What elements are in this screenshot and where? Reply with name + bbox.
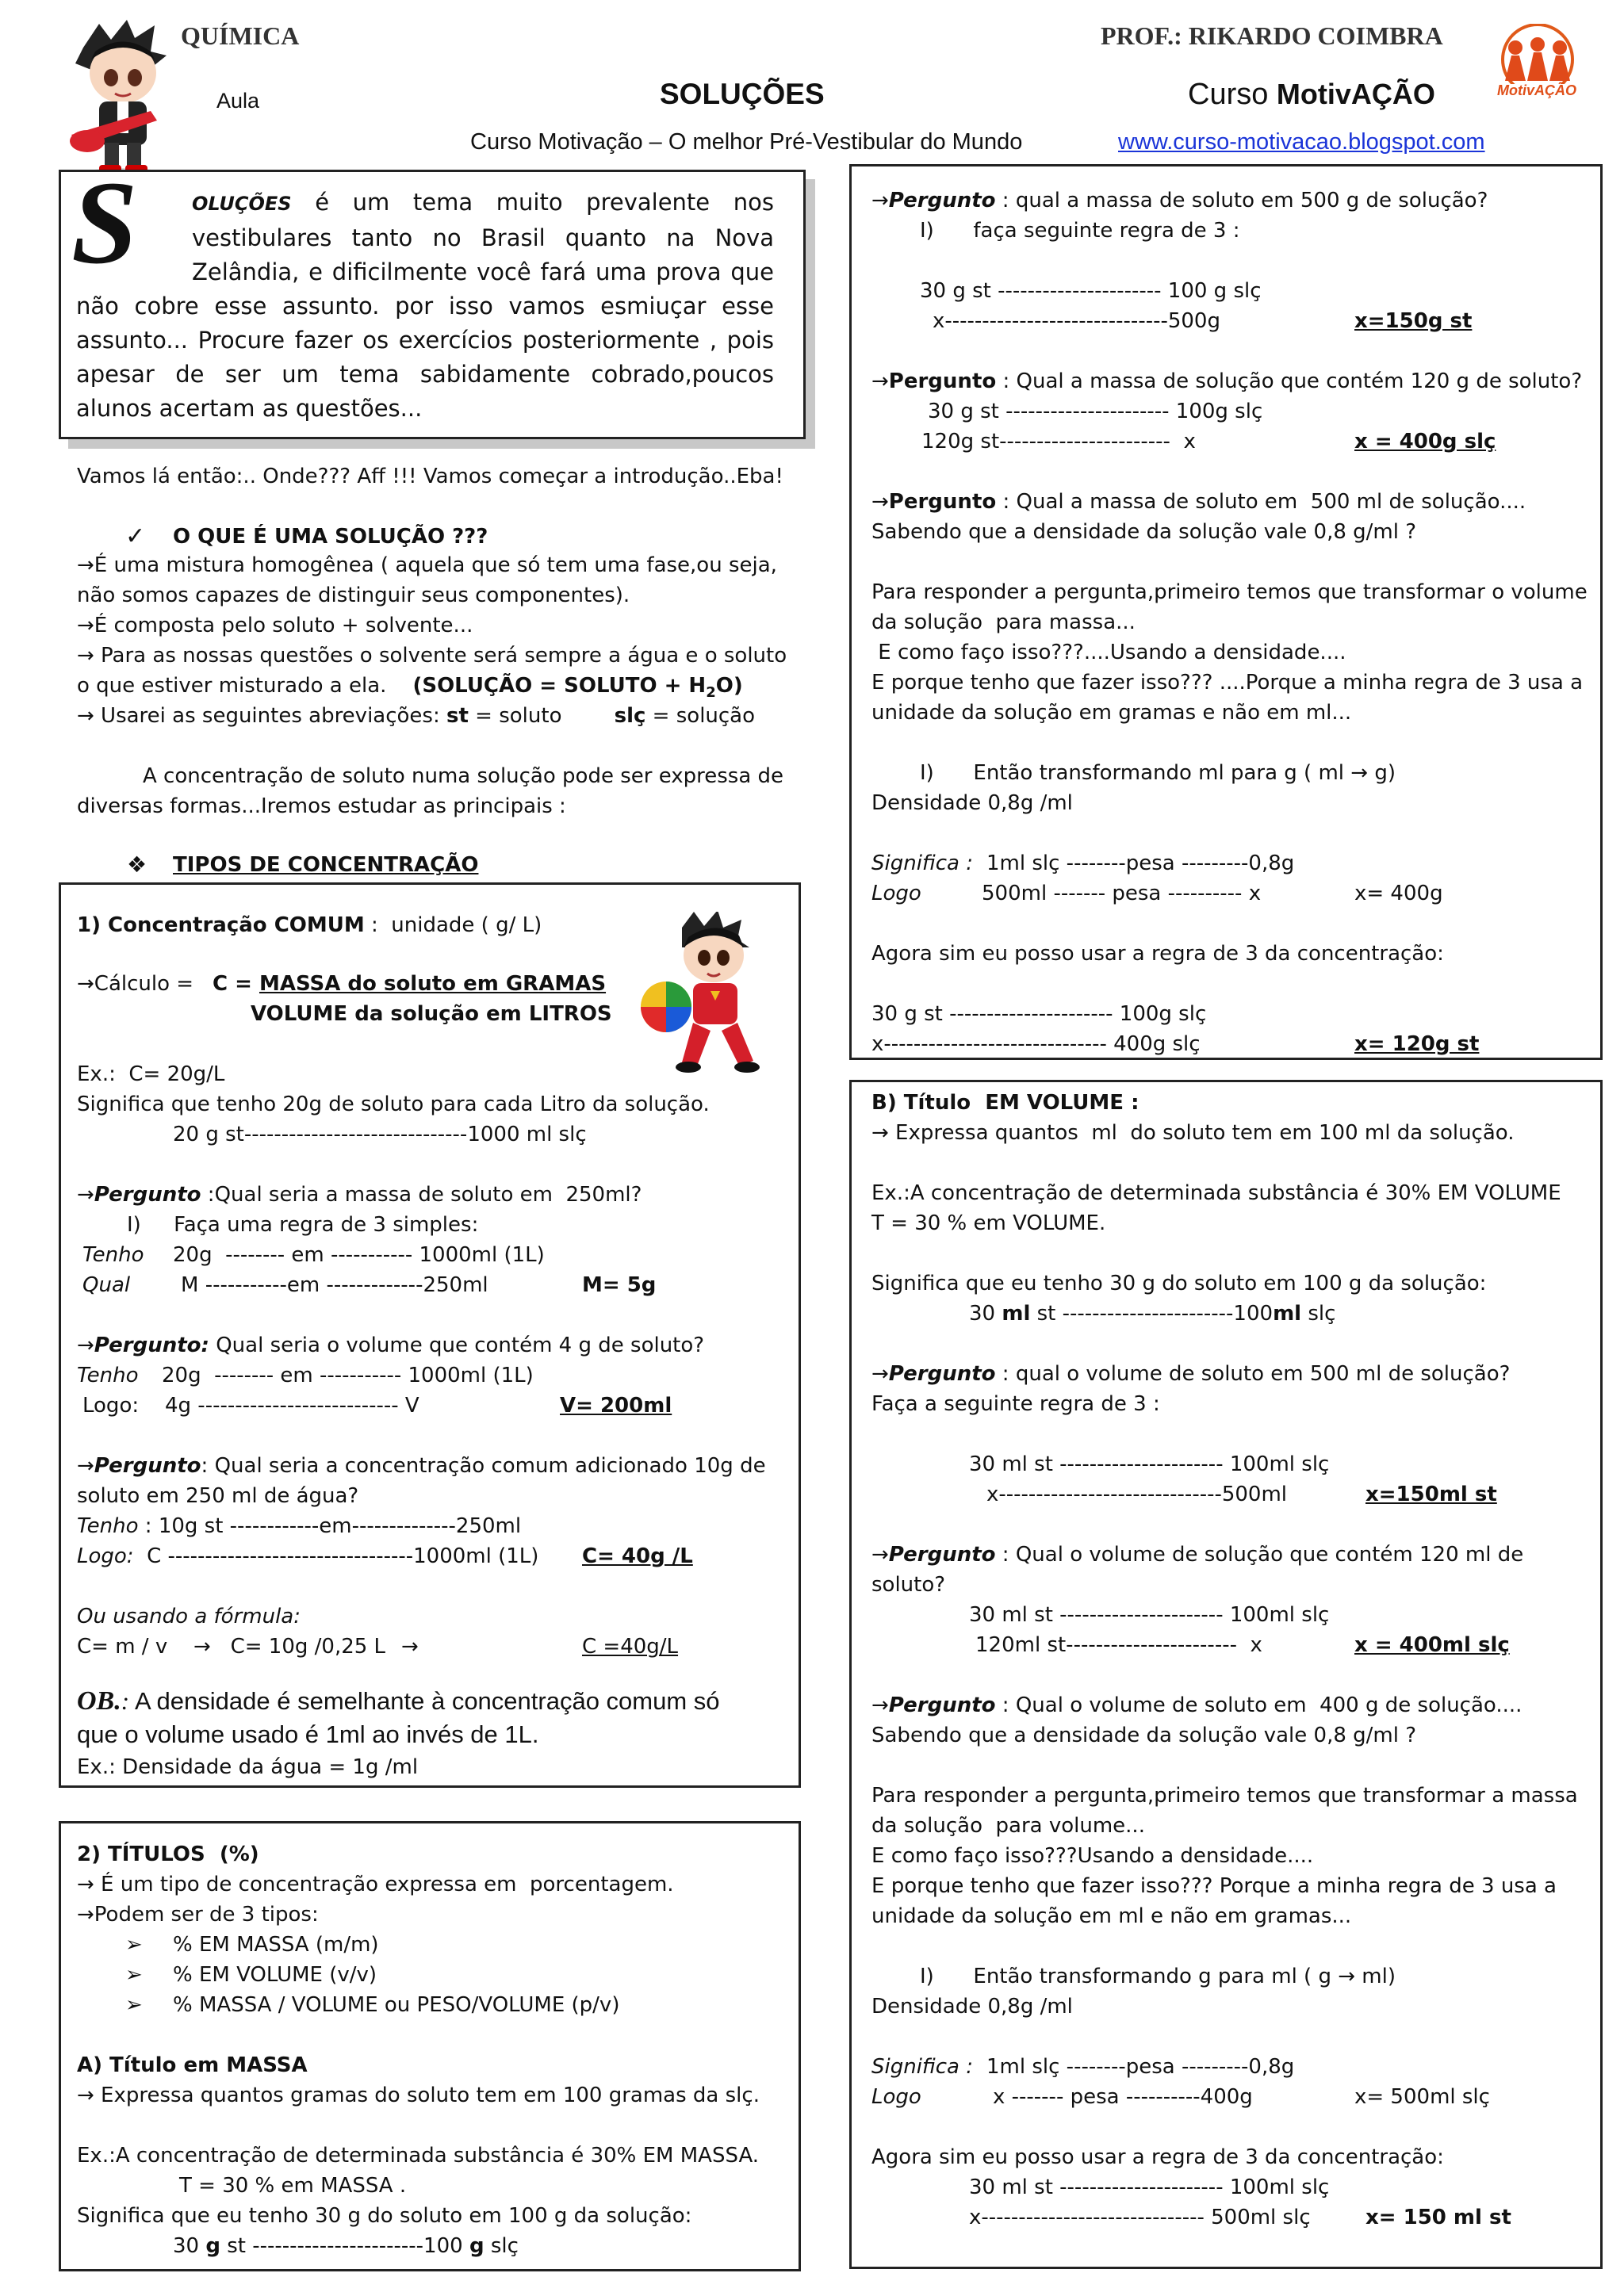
logo-caption: MotivAÇÃO (1497, 82, 1576, 98)
question-line: →Pergunto : Qual a massa de soluto em 500 ml de solução.... (871, 490, 1526, 514)
rule-line: 1ml slç --------pesa ---------0,8g (986, 2055, 1295, 2079)
tagline: Curso Motivação – O melhor Pré-Vestibular do Mundo (470, 129, 1023, 155)
abbreviations-line: → Usarei as seguintes abreviações: st = soluto slç = solução (77, 704, 756, 728)
rule-label: Logo (871, 2085, 921, 2109)
rule-label: Tenho (77, 1364, 139, 1387)
definition-line: →É composta pelo soluto + solvente... (77, 614, 473, 637)
intro-first-word: OLUÇÕES (192, 193, 292, 215)
explanation-line: Para responder a pergunta,primeiro temos que transformar a massa (871, 1784, 1578, 1808)
explanation-line: E porque tenho que fazer isso??? ....Porque a minha regra de 3 usa a (871, 671, 1584, 695)
definition-line: →É uma mistura homogênea ( aquela que só tem uma fase,ou seja, (77, 553, 777, 577)
answer-value: x= 400g (1354, 882, 1443, 905)
rule-line: Tenho : 10g st ------------em--------------250ml (77, 1514, 522, 1538)
explanation-line: E como faço isso???Usando a densidade.... (871, 1844, 1314, 1868)
density-line: Densidade 0,8g /ml (871, 1995, 1073, 2019)
definition-line: → Para as nossas questões o solvente será sempre a água e o soluto (77, 644, 787, 668)
bullet-item: % MASSA / VOLUME ou PESO/VOLUME (p/v) (173, 1993, 620, 2017)
titulos-line: → É um tipo de concentração expressa em porcentagem. (77, 1873, 674, 1896)
rule-line: x------------------------------500g (933, 309, 1220, 333)
question-line: →Pergunto :Qual seria a massa de soluto em 250ml? (77, 1183, 642, 1207)
step-line: I) Faça uma regra de 3 simples: (127, 1213, 479, 1237)
rule-label: Logo (871, 882, 921, 905)
course-url-link[interactable]: www.curso-motivacao.blogspot.com (1118, 129, 1485, 155)
rule-line: 120g st----------------------- x (921, 430, 1196, 453)
explanation-line: unidade da solução em ml e não em gramas... (871, 1904, 1352, 1928)
course-name: MotivAÇÃO (1276, 78, 1435, 110)
diamond-icon: ❖ (127, 851, 147, 878)
section-question-title: O QUE É UMA SOLUÇÃO ??? (173, 525, 488, 549)
subsection-line: → Expressa quantos ml do soluto tem em 100 ml da solução. (871, 1121, 1515, 1145)
intro-text: é um tema muito prevalente nos vestibulares tanto no Brasil quanto na Nova Zelândia, e dificilmente você fará uma prova que não cobre esse assunto. por isso vamos esmiuçar esse assunto... Procure fazer os exercícios posteriormente , pois apesar de ser um tema sabidamente cobrado,poucos alunos acertam as questões... (76, 189, 774, 422)
observation-line: OB.: A densidade é semelhante à concentração comum só (77, 1686, 720, 1716)
explanation-line: Para responder a pergunta,primeiro temos que transformar o volume (871, 580, 1588, 604)
types-title: TIPOS DE CONCENTRAÇÃO (173, 853, 479, 877)
drop-cap: S (71, 157, 138, 289)
density-line: Densidade 0,8g /ml (871, 791, 1073, 815)
answer-value: M= 5g (582, 1273, 657, 1297)
mascot-umbrella-image (634, 912, 769, 1078)
subsection-title: A) Título em MASSA (77, 2053, 308, 2077)
question-line: Sabendo que a densidade da solução vale 0,8 g/ml ? (871, 520, 1417, 544)
bullet-icon: ➢ (125, 1933, 143, 1957)
subsection-line: T = 30 % em MASSA . (179, 2174, 407, 2198)
example-line: Ex.: C= 20g/L (77, 1062, 225, 1086)
rule-label: Significa : (871, 851, 973, 875)
paragraph-line: diversas formas...Iremos estudar as principais : (77, 794, 566, 818)
question-line: →Pergunto : qual a massa de soluto em 500 g de solução? (871, 189, 1488, 212)
rule-line: x------------------------------ 400g slç (871, 1032, 1201, 1056)
formula-line: → (401, 1635, 419, 1659)
rule-line: 20g -------- em ----------- 1000ml (1L) (162, 1364, 534, 1387)
answer-value: x= 500ml slç (1354, 2085, 1490, 2109)
observation-line: que o volume usado é 1ml ao invés de 1L. (77, 1720, 539, 1748)
answer-value: V= 200ml (560, 1394, 672, 1418)
explanation-line: Agora sim eu posso usar a regra de 3 da concentração: (871, 2145, 1444, 2169)
step-line: I) Então transformando g para ml ( g → ml) (920, 1965, 1396, 1988)
question-line: →Pergunto : Qual o volume de soluto em 400 g de solução.... (871, 1693, 1522, 1717)
answer-value: x = 400g slç (1354, 430, 1496, 453)
rule-label: Tenho (82, 1243, 144, 1267)
rule-line: Logo: C ---------------------------------1000ml (1L) (77, 1544, 539, 1568)
answer-value: C =40g/L (582, 1635, 679, 1659)
intro-paragraph (76, 186, 774, 426)
explanation-line: da solução para massa... (871, 610, 1136, 634)
rule-label: Logo: (82, 1394, 140, 1418)
rule-label: Qual (82, 1273, 131, 1297)
rule-line: x------------------------------500ml (986, 1483, 1288, 1506)
bullet-item: % EM VOLUME (v/v) (173, 1963, 377, 1987)
solution-formula: (SOLUÇÃO = SOLUTO + $H_2O$) (412, 674, 743, 702)
rule-line: 20 g st------------------------------1000 ml slç (173, 1123, 587, 1146)
rule-line: M -----------em -------------250ml (181, 1273, 488, 1297)
explanation-line: unidade da solução em gramas e não em ml... (871, 701, 1352, 725)
intro-line: Vamos lá então:.. Onde??? Aff !!! Vamos começar a introdução..Eba! (77, 465, 783, 488)
course-prefix: Curso (1188, 78, 1277, 111)
course-title (1188, 79, 1435, 109)
question-line: Sabendo que a densidade da solução vale 0,8 g/ml ? (871, 1724, 1417, 1747)
rule-line: 30 g st -----------------------100 g slç (173, 2234, 519, 2258)
answer-value: x= 150 ml st (1365, 2206, 1511, 2229)
rule-line: x------------------------------ 500ml slç (969, 2206, 1311, 2229)
answer-value: x = 400ml slç (1354, 1633, 1510, 1657)
definition-text: o que estiver misturado a ela. (77, 674, 387, 698)
rule-line: 1ml slç --------pesa ---------0,8g (986, 851, 1295, 875)
rule-line: 30 ml st -----------------------100ml slç (969, 1302, 1336, 1326)
section-2-title: 2) TÍTULOS (%) (77, 1843, 259, 1866)
rule-line: 30 ml st ---------------------- 100ml slç (969, 1603, 1330, 1627)
rule-label: Significa : (871, 2055, 973, 2079)
rule-line: 30 ml st ---------------------- 100ml slç (969, 1452, 1330, 1476)
question-line: →Pergunto : Qual a massa de solução que contém 120 g de soluto? (871, 369, 1583, 393)
question-line: Faça a seguinte regra de 3 : (871, 1392, 1160, 1416)
bullet-icon: ➢ (125, 1963, 143, 1987)
subsection-line: Ex.:A concentração de determinada substância é 30% EM VOLUME (871, 1181, 1561, 1205)
explanation-line: E como faço isso???....Usando a densidade.... (871, 641, 1346, 664)
rule-line: 20g -------- em ----------- 1000ml (1L) (173, 1243, 545, 1267)
rule-line: 30 g st ---------------------- 100g slç (928, 400, 1263, 423)
formula-line: → C= 10g /0,25 L (193, 1635, 386, 1659)
explanation-line: Agora sim eu posso usar a regra de 3 da concentração: (871, 942, 1444, 966)
subsection-line: Significa que eu tenho 30 g do soluto em 100 g da solução: (77, 2204, 692, 2228)
step-line: I) Então transformando ml para g ( ml → g) (920, 761, 1396, 785)
check-icon: ✓ (125, 522, 146, 550)
question-line: →Pergunto : Qual o volume de solução que contém 120 ml de (871, 1543, 1524, 1567)
formula-line: C= m / v (77, 1635, 168, 1659)
rule-line: 30 ml st ---------------------- 100ml slç (969, 2175, 1330, 2199)
observation-example: Ex.: Densidade da água = 1g /ml (77, 1755, 419, 1779)
rule-line: 30 g st ---------------------- 100 g slç (920, 279, 1262, 303)
subsection-line: T = 30 % em VOLUME. (871, 1211, 1106, 1235)
calc-label: →Cálculo = (77, 972, 194, 996)
question-line: →Pergunto : qual o volume de soluto em 500 ml de solução? (871, 1362, 1511, 1386)
step-line: I) faça seguinte regra de 3 : (920, 219, 1240, 243)
subsection-line: Significa que eu tenho 30 g do soluto em 100 g da solução: (871, 1272, 1487, 1295)
question-line: soluto? (871, 1573, 946, 1597)
bullet-item: % EM MASSA (m/m) (173, 1933, 379, 1957)
rule-line: 4g --------------------------- V (165, 1394, 419, 1418)
paragraph-line: A concentração de soluto numa solução pode ser expressa de (143, 764, 784, 788)
lesson-label: Aula (216, 89, 260, 113)
question-line: soluto em 250 ml de água? (77, 1484, 359, 1508)
professor-label: PROF.: RIKARDO COIMBRA (1101, 21, 1443, 50)
explanation-line: da solução para volume... (871, 1814, 1145, 1838)
page-title: SOLUÇÕES (660, 78, 825, 110)
question-line: →Pergunto: Qual seria a concentração comum adicionado 10g de (77, 1454, 766, 1478)
subsection-line: → Expressa quantos gramas do soluto tem em 100 gramas da slç. (77, 2084, 760, 2107)
answer-value: x=150g st (1354, 309, 1473, 333)
answer-value: x=150ml st (1365, 1483, 1497, 1506)
explanation-line: E porque tenho que fazer isso??? Porque a minha regra de 3 usa a (871, 1874, 1557, 1898)
subject-label: QUÍMICA (181, 21, 300, 50)
question-line: →Pergunto: Qual seria o volume que contém 4 g de soluto? (77, 1334, 705, 1357)
answer-value: C= 40g /L (582, 1544, 693, 1568)
rule-line: 120ml st----------------------- x (975, 1633, 1262, 1657)
rule-line: 30 g st ---------------------- 100g slç (871, 1002, 1207, 1026)
section-1-title: 1) Concentração COMUM : unidade ( g/ L) (77, 913, 542, 937)
titulos-line: →Podem ser de 3 tipos: (77, 1903, 319, 1927)
bullet-icon: ➢ (125, 1993, 143, 2017)
rule-line: x ------- pesa ----------400g (993, 2085, 1253, 2109)
definition-line: não somos capazes de distinguir seus componentes). (77, 584, 630, 607)
answer-value: x= 120g st (1354, 1032, 1480, 1056)
formula-title: Ou usando a fórmula: (77, 1605, 301, 1628)
subsection-title: B) Título EM VOLUME : (871, 1091, 1139, 1115)
example-line: Significa que tenho 20g de soluto para cada Litro da solução. (77, 1093, 710, 1116)
calc-formula: C = MASSA do soluto em GRAMAS (213, 972, 607, 996)
subsection-line: Ex.:A concentração de determinada substância é 30% EM MASSA. (77, 2144, 760, 2168)
calc-formula-denominator: VOLUME da solução em LITROS (251, 1002, 612, 1026)
rule-line: 500ml ------- pesa ---------- x (982, 882, 1262, 905)
